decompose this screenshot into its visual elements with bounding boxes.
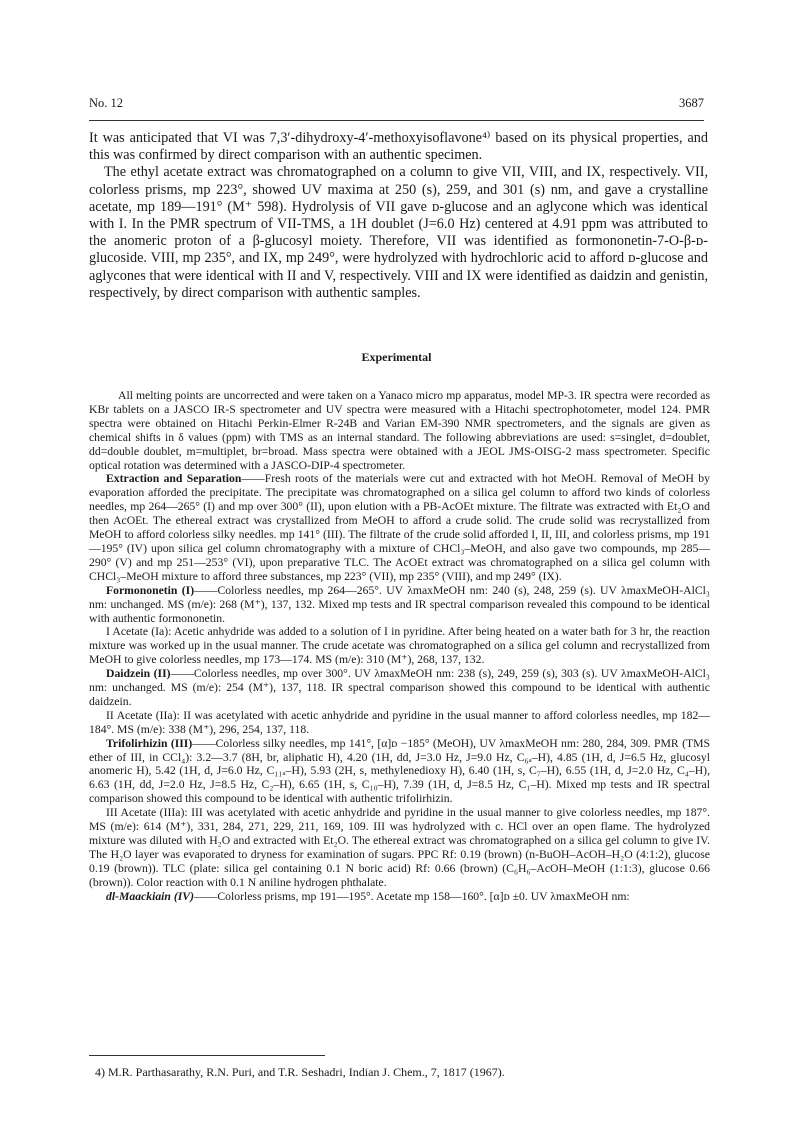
formononetin-paragraph	[89, 584, 710, 626]
trifolirhizin-heading: Trifolirhizin (III)	[106, 736, 193, 750]
trifolirhizin-body: ——Colorless silky needles, mp 141°, [α]ᴅ −185° (MeOH), UV λmaxMeOH nm: 280, 284, 309. PMR (TMS ether of III, in CCl₄): 3.2—3.7 (8H, br, aliphatic H), 4.20 (1H, dd, J=3.0 Hz, J=9.0 Hz, C₆ₐ–H), 4.85 (1H, d, J=6.5 Hz, glucosyl anomeric H), 5.42 (1H, d, J=6.0 Hz, C₁₁ₐ–H), 5.93 (2H, s, methylenedioxy H), 6.40 (1H, s, C₇–H), 6.55 (1H, d, J=2.0 Hz, C₄–H), 6.63 (1H, dd, J=2.0 Hz, J=8.5 Hz, C₂–H), 6.65 (1H, s, C₁₀–H), 7.39 (1H, d, J=8.5 Hz, C₁–H). Mixed mp tests and IR spectral comparison showed this compound to be identical with authentic trifolirhizin.	[89, 736, 710, 806]
daidzein-heading: Daidzein (II)	[106, 667, 171, 681]
acetate-ia-paragraph: I Acetate (Ia): Acetic anhydride was added to a solution of I in pyridine. After being heated on a water bath for 3 hr, the reaction mixture was worked up in the usual manner. The crude acetate was chromatographed on a silica gel column and recrystallized from MeOH to give colorless needles, mp 173—174. MS (m/e): 310 (M⁺), 268, 137, 132.	[89, 625, 710, 667]
extraction-paragraph	[89, 472, 710, 583]
running-header	[89, 96, 704, 116]
results-text	[89, 130, 708, 302]
maackiain-body: ——Colorless prisms, mp 191—195°. Acetate mp 158—160°. [α]ᴅ ±0. UV λmaxMeOH nm:	[193, 889, 630, 903]
daidzein-paragraph	[89, 667, 710, 709]
section-heading: Experimental	[361, 350, 432, 364]
footnote-rule	[89, 1055, 325, 1056]
daidzein-body: ——Colorless needles, mp over 300°. UV λmaxMeOH nm: 238 (s), 249, 259 (s), 303 (s). UV λmaxMeOH-AlCl₃ nm: unchanged. MS (m/e): 254 (M⁺), 137, 118. IR spectral comparison showed this compound to be identical with authentic daidzein.	[89, 667, 710, 708]
acetate-iia-paragraph: II Acetate (IIa): II was acetylated with acetic anhydride and pyridine in the usual manner to afford colorless needles, mp 182—184°. MS (m/e): 338 (M⁺), 296, 254, 137, 118.	[89, 708, 710, 736]
acetate-iiia-paragraph: III Acetate (IIIa): III was acetylated with acetic anhydride and pyridine in the usual manner to give colorless needles, mp 187°. MS (m/e): 614 (M⁺), 331, 284, 271, 229, 211, 169, 109. III was hydrolyzed with c. HCl over an open flame. The hydrolyzed mixture was diluted with H₂O and extracted with Et₂O. The ethereal extract was chromatographed on a silica gel column to give IV. The H₂O layer was evaporated to dryness for examination of sugars. PPC Rf: 0.19 (brown) (n-BuOH–AcOH–H₂O (4:1:2), glucose 0.19 (brown)). TLC (plate: silica gel containing 0.1 N boric acid) Rf: 0.66 (brown) (C₆H₆–AcOH–MeOH (1:1:3), glucose 0.66 (brown)). Color reaction with 0.1 N aniline hydrogen phthalate.	[89, 806, 710, 889]
general-methods: All melting points are uncorrected and were taken on a Yanaco micro mp apparatus, model MP-3. IR spectra were recorded as KBr tablets on a JASCO IR-S spectrometer and UV spectra were measured with a Hitachi spectrophotometer, model 124. PMR spectra were obtained on Hitachi Perkin-Elmer R-24B and Varian EM-390 NMR spectrometers, and the signals are given as chemical shifts in δ values (ppm) with TMS as an internal standard. The following abbreviations are used: s=singlet, d=doublet, dd=double doublet, m=multiplet, br=broad. Mass spectra were obtained with a JEOL JMS-OISG-2 mass spectrometer. Specific optical rotation was determined with a JASCO-DIP-4 spectrometer.	[89, 389, 710, 472]
extraction-body: ——Fresh roots of the materials were cut and extracted with hot MeOH. Removal of MeOH by evaporation afforded the precipitate. The precipitate was chromatographed on a silica gel column to afford two kinds of colorless needles, mp 264—265° (I) and mp over 300° (II), upon elution with a PB-AcOEt mixture. The filtrate was extracted with Et₂O and then AcOEt. The ethereal extract was crystallized from MeOH to afford a crude solid. The crude solid was recrystallized from MeOH to afford colorless silky needles. mp 141° (III). The filtrate of the crude solid afforded I, II, III, and colorless prisms, mp 191—195° (IV) upon silica gel column chromatography with a mixture of CHCl₃–MeOH, and also gave two compounds, mp 285—290° (V) and mp 251—253° (VI), upon preparative TLC. The AcOEt extract was chromatographed on a silica gel column with CHCl₃–MeOH mixture to afford three substances, mp 223° (VII), mp 235° (VIII), and mp 249° (IX).	[89, 472, 710, 583]
trifolirhizin-paragraph	[89, 737, 710, 807]
formononetin-heading: Formononetin (I)	[106, 583, 195, 597]
maackiain-heading: dl-Maackiain (IV)	[106, 889, 194, 903]
experimental-section	[89, 389, 710, 904]
maackiain-paragraph	[89, 890, 710, 904]
formononetin-body: ——Colorless needles, mp 264—265°. UV λmaxMeOH nm: 240 (s), 248, 259 (s). UV λmaxMeOH-AlCl₃ nm: unchanged. MS (m/e): 268 (M⁺), 137, 132. Mixed mp tests and IR spectral comparison revealed this compound to be identical with authentic formononetin.	[89, 583, 710, 625]
issue-number: No. 12	[89, 96, 124, 110]
intro-paragraph-2: The ethyl acetate extract was chromatographed on a column to give VII, VIII, and IX, respectively. VII, colorless prisms, mp 223°, showed UV maxima at 250 (s), 259, and 301 (s) nm, and gave a crystalline acetate, mp 189—191° (M⁺ 598). Hydrolysis of VII gave ᴅ-glucose and an aglycone which was identical with I. In the PMR spectrum of VII-TMS, a 1H doublet (J=6.0 Hz) centered at 4.91 ppm was attributed to the anomeric proton of a β-glucosyl moiety. Therefore, VII was identified as formononetin-7-O-β-ᴅ-glucoside. VIII, mp 235°, and IX, mp 249°, were hydrolyzed with hydrochloric acid to afford ᴅ-glucose and aglycones that were identical with II and V, respectively. VIII and IX were identified as daidzin and genistin, respectively, by direct comparison with authentic samples.	[89, 164, 708, 301]
footnote: 4) M.R. Parthasarathy, R.N. Puri, and T.R. Seshadri, Indian J. Chem., 7, 1817 (1967).	[95, 1065, 505, 1079]
header-rule	[89, 120, 704, 121]
extraction-heading: Extraction and Separation	[106, 472, 242, 486]
page-number: 3687	[679, 96, 704, 110]
intro-paragraph-1: It was anticipated that VI was 7,3′-dihydroxy-4′-methoxyisoflavone⁴⁾ based on its physical properties, and this was confirmed by direct comparison with an authentic specimen.	[89, 130, 708, 164]
